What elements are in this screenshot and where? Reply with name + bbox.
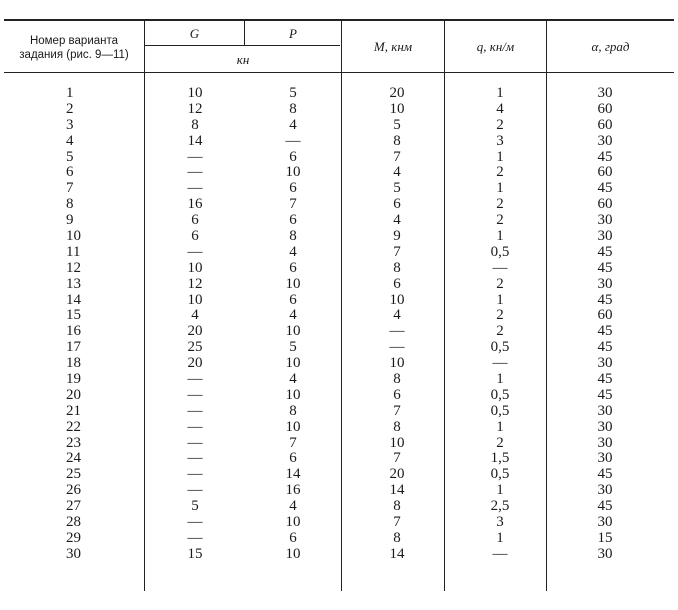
table-cell: 17	[66, 339, 81, 356]
table-cell: 2	[496, 212, 504, 229]
table-cell: 45	[597, 291, 613, 308]
table-cell: 10	[389, 355, 405, 372]
col-divider-3	[341, 19, 342, 591]
table-cell: 6	[289, 291, 297, 308]
header-q: q, кн/м	[476, 39, 515, 54]
table-cell: 30	[597, 514, 613, 531]
table-cell: 45	[597, 466, 613, 483]
table-cell: 10	[285, 514, 301, 531]
table-cell: 8	[66, 196, 74, 213]
table-cell: 6	[289, 529, 297, 546]
table-cell: 15	[187, 545, 203, 562]
table-cell: 4	[393, 212, 401, 229]
table-cell: 7	[393, 243, 401, 260]
table-cell: 45	[597, 180, 613, 197]
table-cell: —	[187, 243, 203, 260]
table-cell: 1	[66, 85, 74, 101]
table-cell: 4	[289, 307, 297, 324]
table-cell: 12	[66, 259, 81, 276]
table-cell: 9	[66, 212, 74, 229]
header-p: P	[289, 26, 297, 41]
table-cell: 13	[66, 275, 81, 292]
table-cell: 10	[285, 323, 301, 340]
table-cell: 60	[597, 196, 613, 213]
table-cell: 60	[597, 307, 613, 324]
table-cell: 20	[389, 85, 405, 101]
table-cell: 0,5	[490, 466, 510, 483]
table-cell: 6	[289, 259, 297, 276]
column-m	[372, 86, 422, 563]
col-divider-4	[444, 19, 445, 591]
table-cell: —	[492, 259, 508, 276]
table-cell: —	[187, 466, 203, 483]
table-cell: 45	[597, 371, 613, 388]
table-cell: 4	[289, 116, 297, 133]
table-cell: 10	[285, 355, 301, 372]
table-cell: 16	[187, 196, 203, 213]
table-cell: 8	[393, 371, 401, 388]
table-cell: 10	[285, 545, 301, 562]
table-cell: 8	[393, 132, 401, 149]
table-cell: —	[187, 514, 203, 531]
col-divider-5	[546, 19, 547, 591]
table-cell: 8	[393, 498, 401, 515]
column-alpha	[580, 86, 630, 563]
header-variant-line1: Номер варианта	[29, 35, 119, 47]
table-cell: 3	[496, 132, 504, 149]
table-cell: 8	[393, 418, 401, 435]
table-cell: 20	[187, 355, 203, 372]
table-cell: 0,5	[490, 339, 510, 356]
table-cell: 5	[393, 180, 401, 197]
header-alpha: α, град	[591, 39, 630, 54]
table-cell: 4	[289, 371, 297, 388]
table-cell: 30	[597, 482, 613, 499]
table-cell: 6	[289, 450, 297, 467]
table-cell: 30	[597, 212, 613, 229]
table-cell: 16	[285, 482, 301, 499]
table-cell: 10	[389, 100, 405, 117]
table-cell: 10	[389, 434, 405, 451]
table-cell: 20	[66, 386, 81, 403]
table-cell: 4	[393, 164, 401, 181]
table-cell: 29	[66, 529, 81, 546]
table-cell: 2	[66, 100, 74, 117]
table-cell: 6	[393, 196, 401, 213]
table-cell: 30	[597, 418, 613, 435]
table-cell: —	[492, 355, 508, 372]
header-unit-kn: кн	[236, 52, 250, 67]
table-cell: 2	[496, 196, 504, 213]
table-cell: 27	[66, 498, 81, 515]
table-cell: 11	[66, 243, 81, 260]
table-cell: 6	[289, 148, 297, 165]
table-cell: 1	[496, 418, 504, 435]
table-cell: 2	[496, 164, 504, 181]
table-cell: —	[187, 148, 203, 165]
table-cell: 8	[289, 228, 297, 245]
table-cell: 1,5	[490, 450, 510, 467]
table-cell: 3	[66, 116, 74, 133]
table-cell: 30	[597, 132, 613, 149]
table-cell: —	[285, 132, 301, 149]
table-cell: 7	[393, 514, 401, 531]
col-divider-1	[144, 19, 145, 591]
table-cell: 3	[496, 514, 504, 531]
table-cell: 8	[289, 100, 297, 117]
header-variant-line2: задания (рис. 9—11)	[19, 49, 129, 61]
table-cell: 30	[66, 545, 81, 562]
table-cell: 30	[597, 85, 613, 101]
table-cell: 8	[393, 259, 401, 276]
table-cell: 7	[393, 450, 401, 467]
column-p	[268, 86, 318, 563]
table-cell: —	[389, 339, 405, 356]
table-cell: 6	[393, 386, 401, 403]
table-cell: 14	[66, 291, 81, 308]
table-cell: —	[187, 418, 203, 435]
table-cell: 6	[191, 228, 199, 245]
table-cell: —	[187, 371, 203, 388]
table-cell: 45	[597, 259, 613, 276]
table-cell: 60	[597, 116, 613, 133]
table-cell: 20	[187, 323, 203, 340]
table-cell: 10	[66, 228, 81, 245]
table-cell: —	[492, 545, 508, 562]
table-cell: 6	[289, 212, 297, 229]
table-cell: 1	[496, 529, 504, 546]
table-cell: 14	[389, 545, 405, 562]
column-g	[170, 86, 220, 563]
table-cell: 4	[496, 100, 504, 117]
table-cell: 45	[597, 148, 613, 165]
table-cell: 0,5	[490, 402, 510, 419]
header-bottom-rule	[4, 72, 674, 73]
table-cell: 30	[597, 402, 613, 419]
table-cell: 45	[597, 386, 613, 403]
table-cell: —	[187, 482, 203, 499]
table-cell: 45	[597, 339, 613, 356]
table-cell: 26	[66, 482, 81, 499]
table-cell: 1	[496, 371, 504, 388]
table-cell: 10	[285, 164, 301, 181]
header-variant	[4, 34, 144, 62]
table-cell: 5	[289, 85, 297, 101]
table-cell: 28	[66, 514, 81, 531]
table-cell: 0,5	[490, 243, 510, 260]
table-cell: 6	[191, 212, 199, 229]
table-cell: 7	[289, 434, 297, 451]
table-cell: 2	[496, 323, 504, 340]
table-cell: 1	[496, 482, 504, 499]
table-cell: 12	[187, 100, 203, 117]
table-cell: 10	[285, 386, 301, 403]
table-cell: 10	[285, 418, 301, 435]
table-cell: 10	[187, 85, 203, 101]
table-cell: 24	[66, 450, 81, 467]
table-cell: 25	[66, 466, 81, 483]
table-cell: 8	[191, 116, 199, 133]
table-cell: 15	[66, 307, 81, 324]
table-cell: —	[187, 402, 203, 419]
table-cell: 8	[393, 529, 401, 546]
table-cell: —	[187, 529, 203, 546]
table-cell: 16	[66, 323, 81, 340]
column-variant-number	[66, 86, 106, 563]
table-cell: 4	[191, 307, 199, 324]
table-cell: 20	[389, 466, 405, 483]
table-cell: 7	[289, 196, 297, 213]
table-cell: 4	[289, 498, 297, 515]
table-cell: 19	[66, 371, 81, 388]
table-cell: 2,5	[490, 498, 510, 515]
table-cell: 5	[66, 148, 74, 165]
table-cell: 2	[496, 116, 504, 133]
table-cell: 15	[597, 529, 613, 546]
table-cell: —	[389, 323, 405, 340]
table-cell: 30	[597, 228, 613, 245]
table-cell: 7	[393, 402, 401, 419]
table-cell: 10	[285, 275, 301, 292]
column-q	[475, 86, 525, 563]
table-cell: 7	[393, 148, 401, 165]
table-cell: 45	[597, 498, 613, 515]
table-cell: 7	[66, 180, 74, 197]
unit-divider-rule	[145, 45, 340, 46]
header-g: G	[189, 26, 200, 41]
table-cell: 2	[496, 275, 504, 292]
table-cell: 6	[66, 164, 74, 181]
table-cell: 2	[496, 434, 504, 451]
table-cell: 10	[389, 291, 405, 308]
table-cell: —	[187, 434, 203, 451]
header-m: M, кнм	[373, 39, 413, 54]
table-cell: 4	[393, 307, 401, 324]
table-cell: 22	[66, 418, 81, 435]
table-cell: 10	[187, 291, 203, 308]
table-cell: 14	[285, 466, 301, 483]
table-cell: 1	[496, 85, 504, 101]
table-cell: 30	[597, 450, 613, 467]
table-cell: 23	[66, 434, 81, 451]
table-cell: 1	[496, 291, 504, 308]
table-cell: 10	[187, 259, 203, 276]
table-cell: 6	[289, 180, 297, 197]
table-cell: 4	[289, 243, 297, 260]
table-cell: 45	[597, 243, 613, 260]
table-cell: —	[187, 180, 203, 197]
table-cell: 0,5	[490, 386, 510, 403]
table-cell: 2	[496, 307, 504, 324]
table-cell: 14	[389, 482, 405, 499]
table-cell: —	[187, 386, 203, 403]
table-cell: 5	[393, 116, 401, 133]
table-cell: —	[187, 450, 203, 467]
table-cell: 8	[289, 402, 297, 419]
table-cell: 5	[191, 498, 199, 515]
table-cell: 25	[187, 339, 203, 356]
table-cell: 12	[187, 275, 203, 292]
table-cell: 1	[496, 228, 504, 245]
table-cell: 4	[66, 132, 74, 149]
table-cell: 21	[66, 402, 81, 419]
table-cell: 60	[597, 164, 613, 181]
table-cell: 60	[597, 100, 613, 117]
table-cell: 30	[597, 275, 613, 292]
table-cell: 30	[597, 545, 613, 562]
table-cell: 14	[187, 132, 203, 149]
table-cell: 6	[393, 275, 401, 292]
table-cell: 1	[496, 148, 504, 165]
table-cell: 1	[496, 180, 504, 197]
table-cell: 9	[393, 228, 401, 245]
table-cell: 30	[597, 434, 613, 451]
table-cell: 30	[597, 355, 613, 372]
table-cell: —	[187, 164, 203, 181]
top-rule	[4, 19, 674, 21]
table-cell: 18	[66, 355, 81, 372]
table-cell: 45	[597, 323, 613, 340]
table-cell: 5	[289, 339, 297, 356]
